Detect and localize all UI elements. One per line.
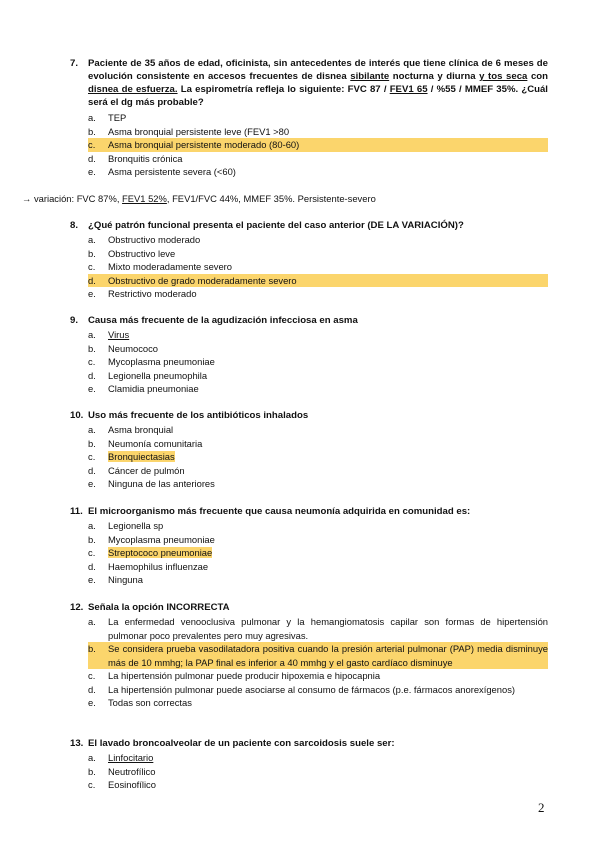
option-a: a. TEP <box>88 112 127 123</box>
question-text: Causa más frecuente de la agudización infecciosa en asma <box>88 315 358 326</box>
option-c: c. Mixto moderadamente severo <box>88 261 233 272</box>
option-d: d. Haemophilus influenzae <box>88 560 209 572</box>
option-c: c. Mycoplasma pneumoniae <box>88 356 215 367</box>
variation-note: → variación: FVC 87%, FEV1 52%, FEV1/FVC 44%, MMEF 35%. Persistente-severo <box>22 193 376 204</box>
arrow-icon: → <box>22 193 32 204</box>
question-12 <box>70 601 548 710</box>
option-a: a. Obstructivo moderado <box>88 234 201 245</box>
option-e: e. Asma persistente severa (<60) <box>88 166 236 177</box>
option-b: b. Mycoplasma pneumoniae <box>88 533 215 545</box>
option-c-highlighted: c. Asma bronquial persistente moderado (80-60) <box>88 138 548 152</box>
question-text: El microorganismo más frecuente que causa neumonía adquirida en comunidad es: <box>88 506 471 517</box>
option-e: e. Todas son correctas <box>88 697 192 708</box>
option-a: a. Virus <box>88 329 130 340</box>
question-number: 9. <box>70 315 79 326</box>
option-a: a. Legionella sp <box>88 520 164 531</box>
option-e: e. Ninguna de las anteriores <box>88 478 215 489</box>
question-11 <box>70 505 548 587</box>
option-d: d. Bronquitis crónica <box>88 152 183 164</box>
question-number: 13. <box>70 738 84 749</box>
question-number: 11. <box>70 506 83 517</box>
option-b: b. Neumonía comunitaria <box>88 437 203 449</box>
option-d: d. La hipertensión pulmonar puede asociarse al consumo de fármacos (p.e. fármacos anorexígenos) <box>88 683 515 695</box>
page-number: 2 <box>538 800 545 815</box>
option-a: a. Linfocitario <box>88 752 154 763</box>
question-number: 12. <box>70 602 84 613</box>
question-9 <box>70 314 548 396</box>
option-b: b. Neumococo <box>88 342 159 354</box>
question-number: 10. <box>70 410 84 421</box>
question-text: Paciente de 35 años de edad, oficinista, sin antecedentes de interés que tiene clínica de 6 meses de evolución consistente en accesos frecuentes de disnea sibilante nocturna y diurna y tos seca con disnea de esfuerza. La espirometría refleja lo siguiente: FVC 87 / FEV1 65 / %55 / MMEF 35%. ¿Cuál será el dg más probable? <box>88 58 549 108</box>
option-b: b. Neutrofílico <box>88 765 156 777</box>
question-text: El lavado broncoalveolar de un paciente con sarcoidosis suele ser: <box>88 738 395 749</box>
option-c-highlighted: c. Bronquiectasias <box>88 451 175 462</box>
question-8 <box>70 219 548 301</box>
question-text: Uso más frecuente de los antibióticos inhalados <box>88 410 309 421</box>
question-10 <box>70 409 548 491</box>
question-text: Señala la opción INCORRECTA <box>88 602 230 613</box>
option-b-highlighted: b. Se considera prueba vasodilatadora positiva cuando la presión arterial pulmonar (PAP) media disminuye más de 10 mmhg; la PAP final es inferior a 40 mmhg y el gasto cardíaco disminuye <box>88 643 548 668</box>
option-b: b. Obstructivo leve <box>88 247 176 259</box>
option-a: a. Asma bronquial <box>88 424 174 435</box>
option-d: d. Legionella pneumophila <box>88 369 208 381</box>
option-d-highlighted: d. Obstructivo de grado moderadamente severo <box>88 274 548 288</box>
option-a: a. La enfermedad venooclusiva pulmonar y la hemangiomatosis capilar son formas de hipertensión pulmonar poco prevalentes pero muy agresivas. <box>88 616 548 641</box>
option-c-highlighted: c. Streptococo pneumoniae <box>88 547 213 558</box>
option-e: e. Restrictivo moderado <box>88 288 197 299</box>
option-e: e. Ninguna <box>88 574 143 585</box>
question-number: 7. <box>70 58 79 69</box>
option-c: c. La hipertensión pulmonar puede producir hipoxemia e hipocapnia <box>88 670 381 681</box>
option-c: c. Eosinofílico <box>88 779 156 790</box>
question-number: 8. <box>70 220 79 231</box>
option-e: e. Clamidia pneumoniae <box>88 383 199 394</box>
option-d: d. Cáncer de pulmón <box>88 464 185 476</box>
option-b: b. Asma bronquial persistente leve (FEV1 >80 <box>88 125 290 137</box>
question-text: ¿Qué patrón funcional presenta el paciente del caso anterior (DE LA VARIACIÓN)? <box>88 220 464 231</box>
question-7 <box>70 57 548 179</box>
question-13 <box>70 737 548 792</box>
